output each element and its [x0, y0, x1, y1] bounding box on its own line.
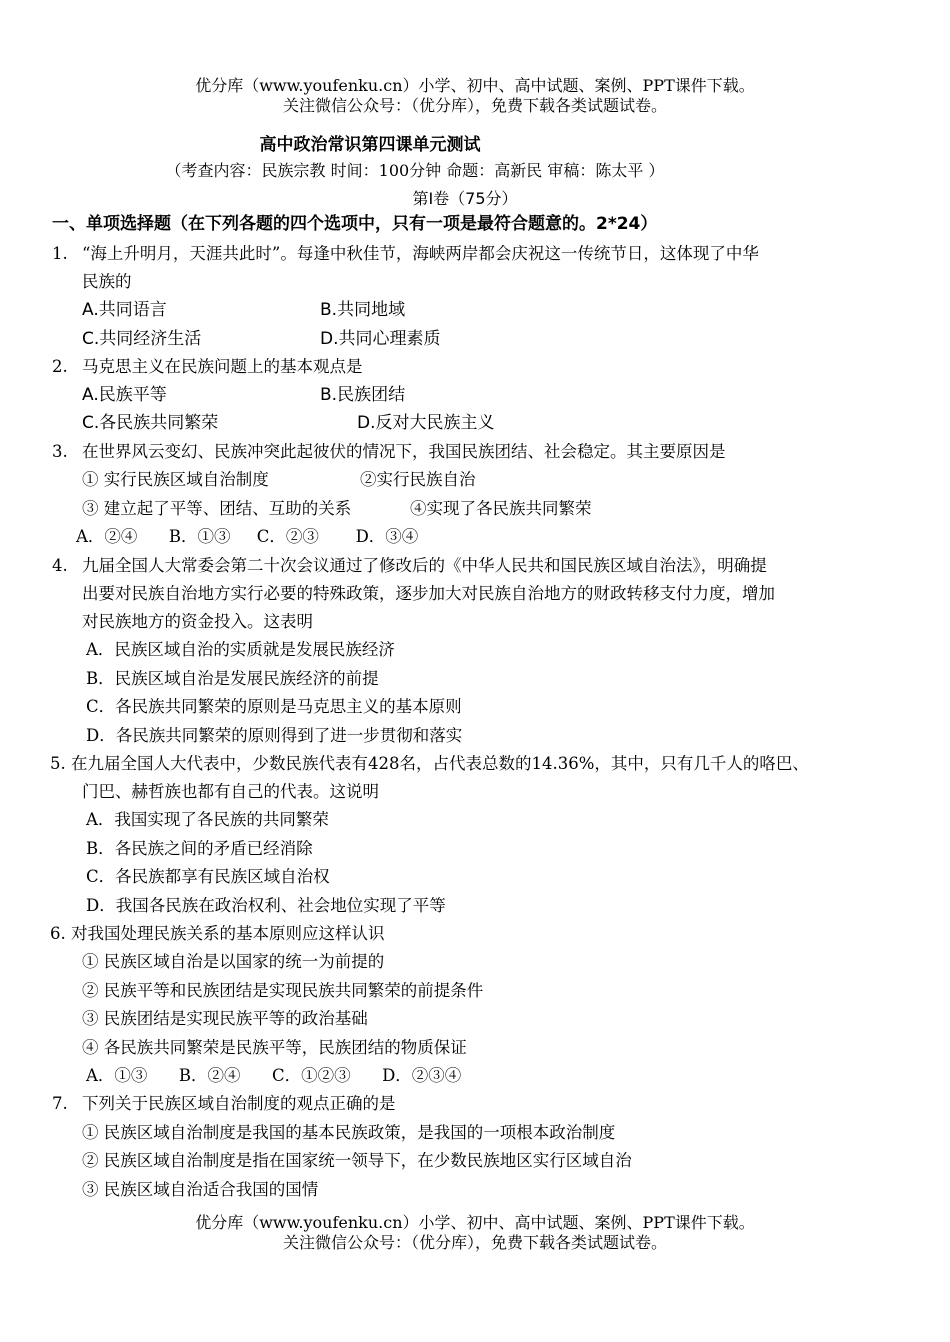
- q4-option-c: C．各民族共同繁荣的原则是马克思主义的基本原则: [86, 697, 462, 716]
- q3-statement-2: ②实行民族自治: [360, 470, 476, 489]
- q1-option-a: A.共同语言: [82, 300, 167, 320]
- question-number: 7.: [52, 1094, 68, 1113]
- q6-statement-4: ④ 各民族共同繁荣是民族平等，民族团结的物质保证: [82, 1038, 467, 1057]
- q6-statement-3: ③ 民族团结是实现民族平等的政治基础: [82, 1009, 368, 1028]
- footer-line-1: 优分库（www.youfenku.cn）小学、初中、高中试题、案例、PPT课件下载。: [195, 1213, 755, 1232]
- q5-option-b: B．各民族之间的矛盾已经消除: [86, 839, 313, 858]
- q7-statement-2: ② 民族区域自治制度是指在国家统一领导下，在少数民族地区实行区域自治: [82, 1151, 632, 1170]
- q3-statement-1: ① 实行民族区域自治制度: [82, 470, 269, 489]
- question-4-stem: [52, 556, 767, 576]
- q2-option-c: C.各民族共同繁荣: [82, 413, 219, 433]
- question-5-stem-cont: 门巴、赫哲族也都有自己的代表。这说明: [82, 782, 379, 801]
- question-text: 在世界风云变幻、民族冲突此起彼伏的情况下，我国民族团结、社会稳定。其主要原因是: [82, 442, 726, 461]
- q5-option-c: C．各民族都享有民族区域自治权: [86, 867, 330, 886]
- q7-statement-1: ① 民族区域自治制度是我国的基本民族政策，是我国的一项根本政治制度: [82, 1123, 616, 1142]
- q6-statement-2: ② 民族平等和民族团结是实现民族共同繁荣的前提条件: [82, 981, 484, 1000]
- question-text: 九届全国人大常委会第二十次会议通过了修改后的《中华人民共和国民族区域自治法》，明确提: [82, 556, 767, 575]
- header-line-2: 关注微信公众号：（优分库），免费下载各类试题试卷。: [282, 96, 667, 115]
- volume-heading: 第Ⅰ卷（75分）: [412, 189, 518, 208]
- question-6-stem: 6. 对我国处理民族关系的基本原则应这样认识: [50, 924, 385, 943]
- q4-option-d: D．各民族共同繁荣的原则得到了进一步贯彻和落实: [86, 726, 463, 745]
- q5-option-a: A．我国实现了各民族的共同繁荣: [86, 810, 329, 829]
- q3-statement-3: ③ 建立起了平等、团结、互助的关系: [82, 499, 352, 518]
- q7-statement-3: ③ 民族区域自治适合我国的国情: [82, 1180, 319, 1199]
- question-text: “海上升明月，天涯共此时”。每逢中秋佳节，海峡两岸都会庆祝这一传统节日，这体现了中华: [82, 244, 759, 263]
- q1-option-c: C.共同经济生活: [82, 329, 202, 349]
- q1-option-d: D.共同心理素质: [320, 329, 441, 349]
- q3-statement-4: ④实现了各民族共同繁荣: [410, 499, 592, 518]
- q1-option-b: B.共同地域: [320, 300, 406, 320]
- question-number: 1.: [52, 244, 68, 263]
- footer-line-2: 关注微信公众号：（优分库），免费下载各类试题试卷。: [282, 1233, 667, 1252]
- q5-option-d: D．我国各民族在政治权利、社会地位实现了平等: [86, 896, 446, 915]
- question-text: 下列关于民族区域自治制度的观点正确的是: [82, 1094, 396, 1113]
- question-text: 马克思主义在民族问题上的基本观点是: [82, 357, 363, 376]
- question-number: 2.: [52, 357, 68, 376]
- question-number: 4.: [52, 556, 68, 575]
- header-line-1: 优分库（www.youfenku.cn）小学、初中、高中试题、案例、PPT课件下载。: [195, 76, 755, 95]
- question-2-stem: [52, 357, 363, 377]
- question-7-stem: [52, 1094, 396, 1114]
- question-4-stem-cont-1: 出要对民族自治地方实行必要的特殊政策，逐步加大对民族自治地方的财政转移支付力度，增加: [82, 584, 775, 603]
- question-4-stem-cont-2: 对民族地方的资金投入。这表明: [82, 612, 313, 631]
- question-number: 3.: [52, 442, 68, 461]
- q6-statement-1: ① 民族区域自治是以国家的统一为前提的: [82, 952, 385, 971]
- q2-option-a: A.民族平等: [82, 385, 167, 405]
- question-1-stem-cont: 民族的: [82, 272, 132, 291]
- q4-option-a: A．民族区域自治的实质就是发展民族经济: [86, 640, 395, 659]
- q4-option-b: B．民族区域自治是发展民族经济的前提: [86, 669, 379, 688]
- doc-title: 高中政治常识第四课单元测试: [259, 135, 481, 155]
- question-1-stem: [52, 244, 759, 264]
- q2-option-b: B.民族团结: [320, 385, 406, 405]
- q3-answers: A．②④ B．①③ C．②③ D．③④: [76, 527, 419, 546]
- q6-answers: A．①③ B．②④ C．①②③ D．②③④: [86, 1066, 462, 1085]
- question-3-stem: [52, 442, 726, 462]
- q2-option-d: D.反对大民族主义: [357, 413, 495, 433]
- question-5-stem: 5. 在九届全国人大代表中，少数民族代表有428名，占代表总数的14.36%，其中，只有几千人的咯巴、: [50, 754, 809, 773]
- section-heading: 一、单项选择题（在下列各题的四个选项中，只有一项是最符合题意的。2*24）: [52, 214, 658, 234]
- doc-subtitle: （考查内容：民族宗教 时间：100分钟 命题：高新民 审稿：陈太平 ）: [165, 161, 665, 180]
